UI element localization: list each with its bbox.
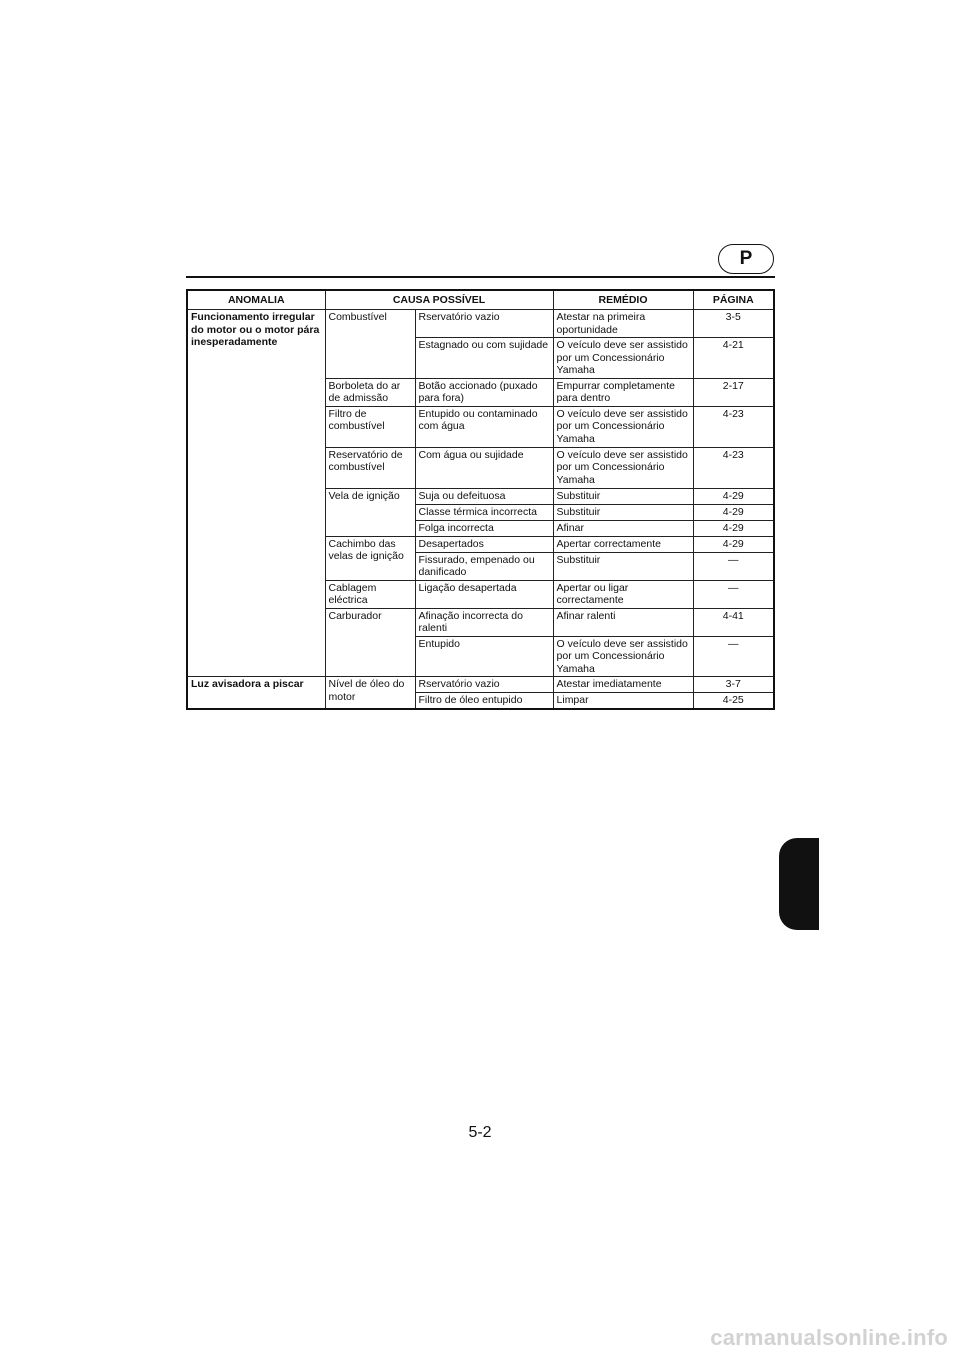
watermark: carmanualsonline.info bbox=[710, 1325, 948, 1350]
remedy-cell: Atestar imediatamente bbox=[553, 677, 693, 693]
anomaly-cell: Funcionamento irregular do motor ou o motor pára inesperadamente bbox=[187, 310, 325, 677]
header-remedio: REMÉDIO bbox=[553, 290, 693, 310]
cause-item-cell: Combustível bbox=[325, 310, 415, 379]
cause-item-cell: Borboleta do ar de admissão bbox=[325, 378, 415, 406]
language-badge: P bbox=[718, 244, 774, 274]
cause-detail-cell: Fissurado, empenado ou danificado bbox=[415, 552, 553, 580]
cause-detail-cell: Filtro de óleo entupido bbox=[415, 693, 553, 709]
remedy-cell: O veículo deve ser assistido por um Concessionário Yamaha bbox=[553, 447, 693, 488]
cause-detail-cell: Classe térmica incorrecta bbox=[415, 504, 553, 520]
cause-item-cell: Vela de ignição bbox=[325, 488, 415, 536]
page-cell: 4-29 bbox=[693, 488, 774, 504]
remedy-cell: Apertar ou ligar correctamente bbox=[553, 580, 693, 608]
cause-item-cell: Carburador bbox=[325, 608, 415, 677]
table-row bbox=[187, 310, 774, 338]
header-rule bbox=[186, 276, 775, 278]
page-cell: 4-29 bbox=[693, 504, 774, 520]
cause-detail-cell: Com água ou sujidade bbox=[415, 447, 553, 488]
cause-item-cell: Reservatório de combustível bbox=[325, 447, 415, 488]
troubleshooting-table bbox=[186, 289, 775, 710]
cause-detail-cell: Ligação desapertada bbox=[415, 580, 553, 608]
remedy-cell: O veículo deve ser assistido por um Concessionário Yamaha bbox=[553, 406, 693, 447]
page-cell: 3-7 bbox=[693, 677, 774, 693]
cause-detail-cell: Entupido ou contaminado com água bbox=[415, 406, 553, 447]
remedy-cell: O veículo deve ser assistido por um Concessionário Yamaha bbox=[553, 338, 693, 379]
page-cell: 4-29 bbox=[693, 520, 774, 536]
page-cell: — bbox=[693, 552, 774, 580]
remedy-cell: Empurrar completamente para dentro bbox=[553, 378, 693, 406]
cause-detail-cell: Suja ou defeituosa bbox=[415, 488, 553, 504]
page-cell: — bbox=[693, 580, 774, 608]
cause-detail-cell: Desapertados bbox=[415, 536, 553, 552]
page-cell: 4-23 bbox=[693, 406, 774, 447]
remedy-cell: Substituir bbox=[553, 552, 693, 580]
cause-detail-cell: Botão accionado (puxado para fora) bbox=[415, 378, 553, 406]
cause-detail-cell: Afinação incorrecta do ralenti bbox=[415, 608, 553, 636]
cause-detail-cell: Estagnado ou com sujidade bbox=[415, 338, 553, 379]
page-cell: 4-29 bbox=[693, 536, 774, 552]
remedy-cell: Substituir bbox=[553, 488, 693, 504]
page-cell: 4-25 bbox=[693, 693, 774, 709]
page-number: 5-2 bbox=[468, 1124, 492, 1141]
section-tab bbox=[779, 838, 819, 930]
anomaly-cell: Luz avisadora a piscar bbox=[187, 677, 325, 709]
page-cell: 4-23 bbox=[693, 447, 774, 488]
cause-item-cell: Filtro de combustível bbox=[325, 406, 415, 447]
table-header-row bbox=[187, 290, 774, 310]
header-anomalia: ANOMALIA bbox=[187, 290, 325, 310]
remedy-cell: Substituir bbox=[553, 504, 693, 520]
header-causa-possivel: CAUSA POSSÍVEL bbox=[325, 290, 553, 310]
remedy-cell: Afinar ralenti bbox=[553, 608, 693, 636]
page-cell: 3-5 bbox=[693, 310, 774, 338]
cause-item-cell: Cablagem eléctrica bbox=[325, 580, 415, 608]
remedy-cell: Limpar bbox=[553, 693, 693, 709]
page-cell: — bbox=[693, 636, 774, 677]
remedy-cell: Atestar na primeira oportunidade bbox=[553, 310, 693, 338]
cause-detail-cell: Folga incorrecta bbox=[415, 520, 553, 536]
remedy-cell: Apertar correctamente bbox=[553, 536, 693, 552]
page-cell: 4-21 bbox=[693, 338, 774, 379]
page-cell: 2-17 bbox=[693, 378, 774, 406]
cause-item-cell: Nível de óleo do motor bbox=[325, 677, 415, 709]
remedy-cell: Afinar bbox=[553, 520, 693, 536]
cause-detail-cell: Rservatório vazio bbox=[415, 310, 553, 338]
cause-detail-cell: Rservatório vazio bbox=[415, 677, 553, 693]
header-pagina: PÁGINA bbox=[693, 290, 774, 310]
cause-detail-cell: Entupido bbox=[415, 636, 553, 677]
table-row bbox=[187, 677, 774, 693]
remedy-cell: O veículo deve ser assistido por um Concessionário Yamaha bbox=[553, 636, 693, 677]
page-cell: 4-41 bbox=[693, 608, 774, 636]
table-body bbox=[187, 310, 774, 709]
cause-item-cell: Cachimbo das velas de ignição bbox=[325, 536, 415, 580]
